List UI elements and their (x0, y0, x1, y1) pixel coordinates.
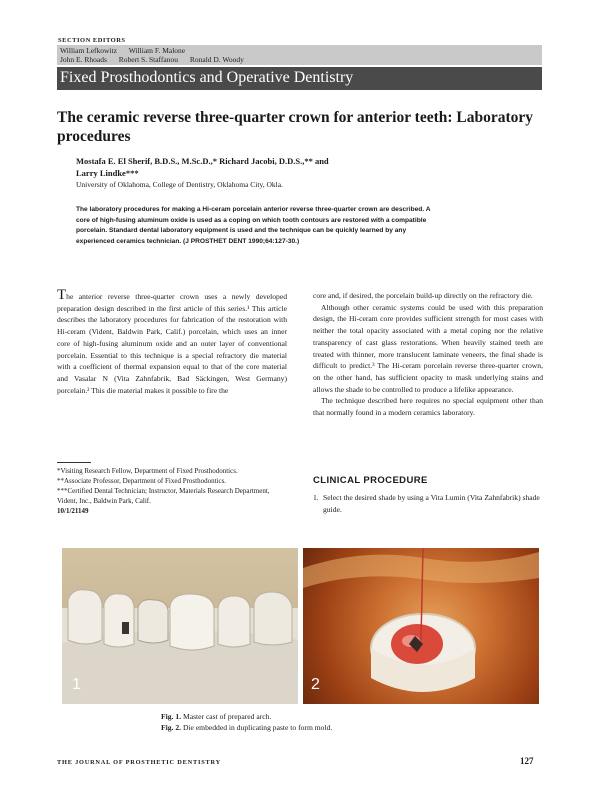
editor-name: Robert S. Staffanou (118, 55, 178, 64)
editor-name: William F. Malone (128, 46, 186, 55)
footnote-1: *Visiting Research Fellow, Department of Fixed Prosthodontics. (57, 467, 238, 475)
procedure-step-1 (313, 492, 543, 515)
intro-paragraph (57, 287, 287, 396)
page-number: 127 (520, 756, 534, 766)
footnote-divider (57, 462, 91, 463)
master-cast-illustration (62, 548, 298, 704)
figure-1-number: 1 (72, 676, 81, 693)
editor-name: Ronald D. Woody (189, 55, 244, 64)
step-text: Select the desired shade by using a Vita Lumin (Vita Zahnfabrik) shade guide. (323, 493, 540, 514)
intro-text: he anterior reverse three-quarter crown uses a newly developed preparation design described in the first article of this series.¹ This article describes the laboratory procedures for fabrication of the restoration with Hi-ceram (Vident, Baldwin Park, Calif.) porcelain, which uses an inner core of high-fusing aluminum oxide and an outer layer of conventional porcelain. Essential to this technique is a special refractory die material with a coefficient of thermal expansion equal to that of the core material and Vasalar N (Vita Zahnfabrik, Bad Säckingen, West Germany) porcelain.² This die material makes it possible to fire the (57, 292, 287, 395)
right-paragraph-2: Although other ceramic systems could be used with this preparation design, the Hi-ceram core provides sufficient strength for most cases with neither the total opacity associated with a metal coping nor the relative transparency of cast glass restorations. When heavily stained teeth are treated with thinner, more translucent laminate veneers, the final shade is difficult to predict.³ The Hi-ceram porcelain reverse three-quarter crown, on the other hand, has sufficient opacity to mask underlying stains and allows the shade to be controlled to produce a lifelike appearance. (313, 302, 543, 394)
right-paragraph-1: core and, if desired, the porcelain build-up directly on the refractory die. (313, 291, 533, 300)
section-title: Fixed Prosthodontics and Operative Dentistry (60, 69, 354, 86)
editors-row-2 (60, 55, 254, 64)
footnote-3: ***Certified Dental Technician; Instructor, Materials Research Department, Vident, Inc., Baldwin Park, Calif. (57, 487, 270, 505)
affiliation: University of Oklahoma, College of Dentistry, Oklahoma City, Okla. (76, 180, 283, 189)
manuscript-number: 10/1/21149 (57, 507, 89, 515)
authors-line-2: Larry Lindke*** (76, 168, 139, 178)
figure-1-caption-text: Master cast of prepared arch. (182, 712, 272, 721)
article-title: The ceramic reverse three-quarter crown for anterior teeth: Laboratory procedures (57, 109, 534, 145)
figure-1-caption-label: Fig. 1. (161, 712, 182, 721)
figure-1-caption (161, 712, 271, 721)
figure-1-master-cast-photo (62, 548, 298, 704)
section-editors-label: SECTION EDITORS (58, 37, 126, 44)
authors-line-1: Mostafa E. El Sherif, B.D.S., M.Sc.D.,* Richard Jacobi, D.D.S.,** and (76, 156, 329, 166)
section-editors-band (57, 45, 542, 65)
editors-row-1 (60, 46, 195, 55)
drop-cap: T (57, 287, 67, 303)
left-column (57, 287, 287, 396)
footnote-2: **Associate Professor, Department of Fixed Prosthodontics. (57, 477, 227, 485)
footnotes (57, 462, 289, 516)
editor-name: William Lefkowitz (60, 46, 117, 55)
figure-2-die-mold-photo (303, 548, 539, 704)
right-paragraph-3: The technique described here requires no special equipment other than that normally found in a modern ceramics laboratory. (313, 396, 543, 418)
right-column (313, 290, 543, 419)
die-mold-illustration (303, 548, 539, 704)
figure-2-caption-label: Fig. 2. (161, 723, 182, 732)
figure-2-caption (161, 723, 332, 732)
clinical-procedure-heading: CLINICAL PROCEDURE (313, 475, 428, 486)
journal-name: THE JOURNAL OF PROSTHETIC DENTISTRY (57, 759, 222, 766)
editor-name: John E. Rhoads (60, 55, 107, 64)
section-title-band (57, 67, 542, 90)
abstract: The laboratory procedures for making a Hi-ceram porcelain anterior reverse three-quarter crown are described. A core of high-fusing aluminum oxide is used as a coping on which tooth contours are restored with a compatible porcelain. Standard dental laboratory equipment is used and the technique can be quickly learned by any experienced ceramics technician. (J PROSTHET DENT 1990;64:127-30.) (76, 206, 431, 245)
step-number: 1. (313, 493, 319, 502)
authors (76, 155, 476, 179)
figure-2-number: 2 (311, 676, 320, 693)
figure-2-caption-text: Die embedded in duplicating paste to form mold. (182, 723, 333, 732)
